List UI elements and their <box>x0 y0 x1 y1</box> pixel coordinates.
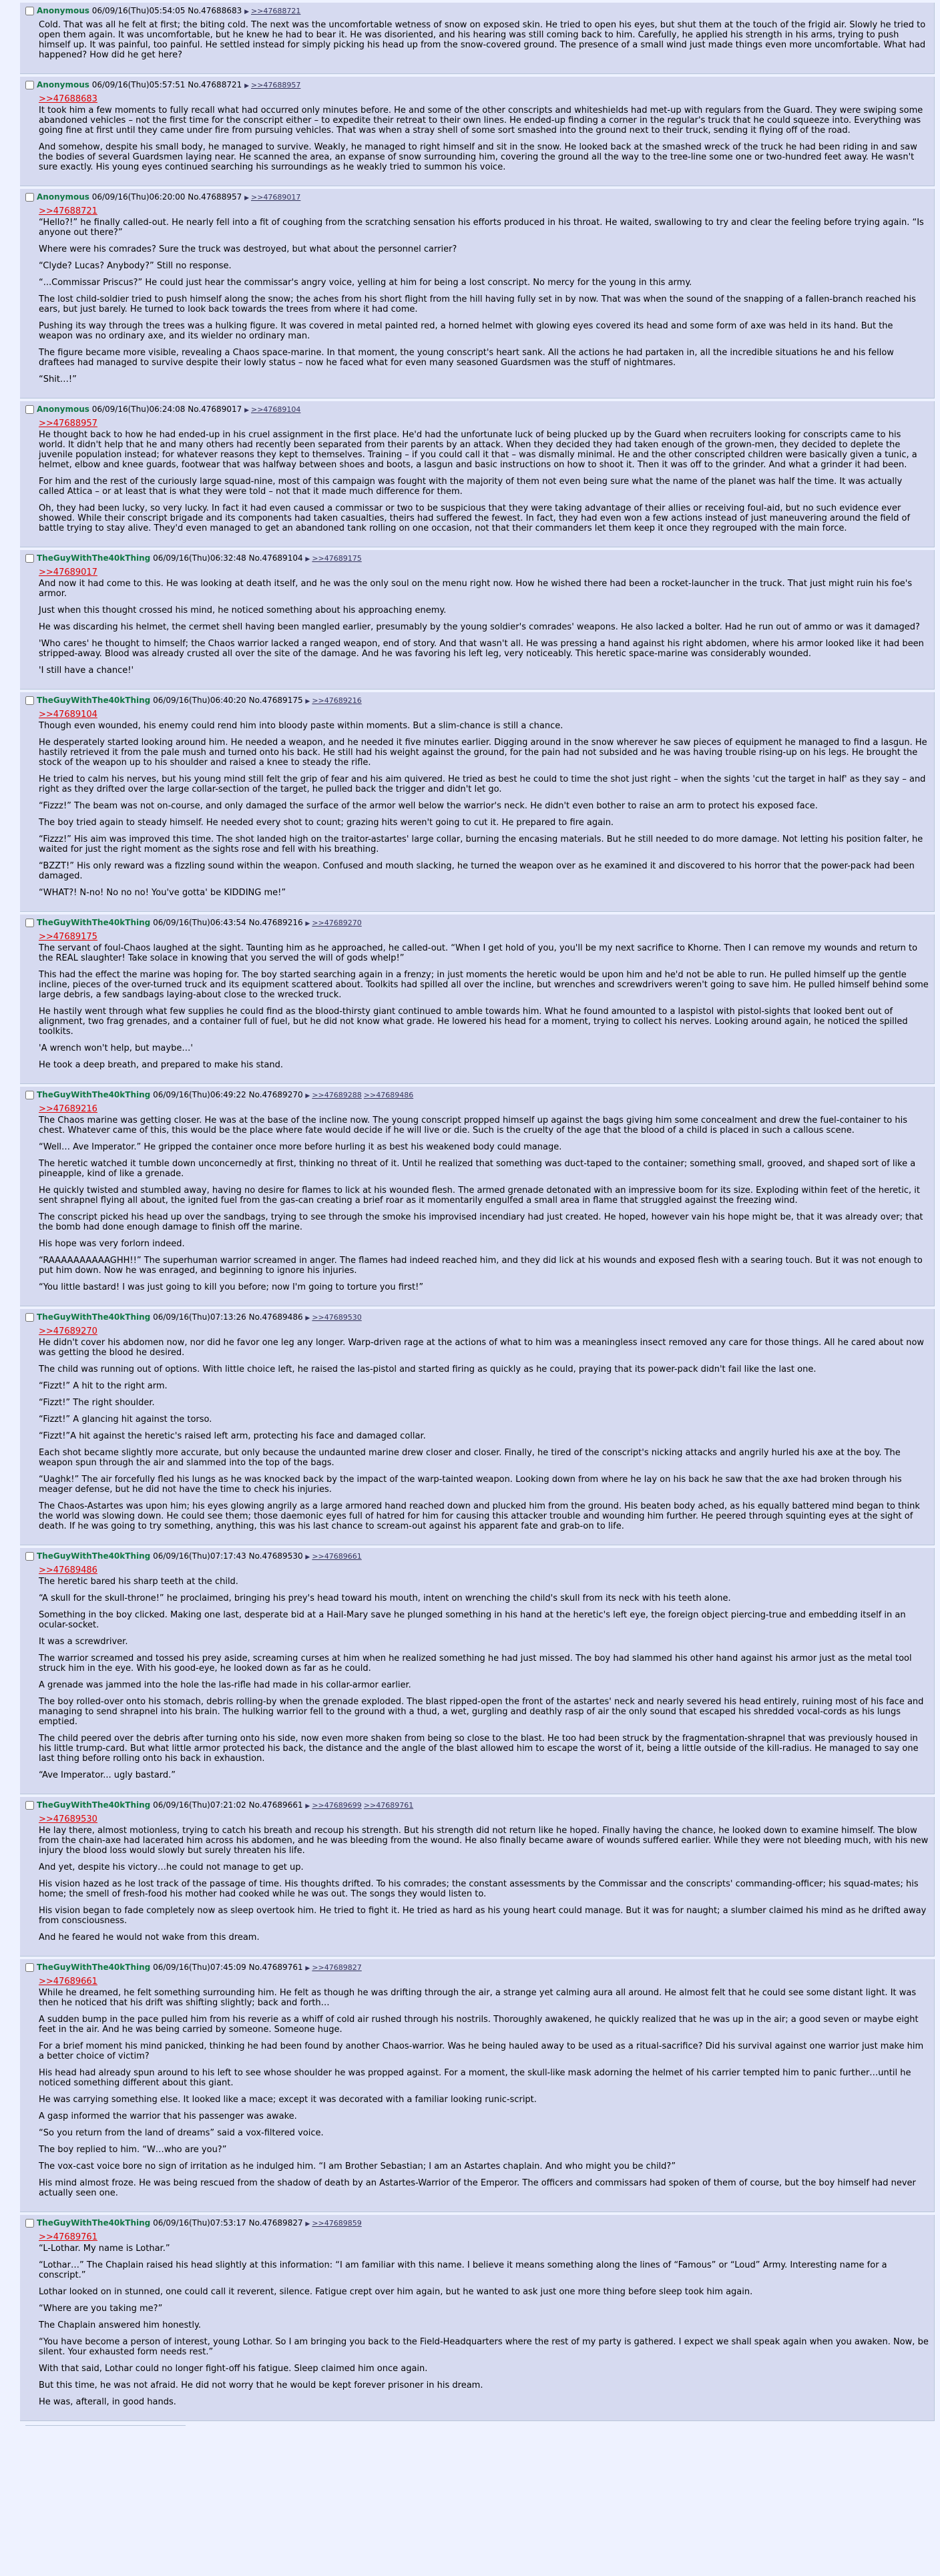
post-paragraph: But this time, he was not afraid. He did not worry that he would be kept forever prisoner in his dream. <box>39 2380 483 2390</box>
post-paragraph: He was, afterall, in good hands. <box>39 2397 176 2407</box>
post-date: 06/09/16(Thu)07:45:09 <box>153 1963 246 1972</box>
post-body <box>39 206 929 384</box>
poster-name: Anonymous <box>37 192 89 202</box>
post-paragraph: The Chaos-Astartes was upon him; his eyes glowing angrily as a large armored hand reached down and plucked him from the ground. His beaten body ached, as his equally battered mind began to think the world was slowing down. He could see them; those daemonic eyes full of hatred for him for causing this attacker trouble and wounding him further. He peered through squinting eyes at the sight of death. If he was going to try something, anything, this was his last chance to scream-out against his apparent fate and grab-on to life. <box>39 1501 920 1531</box>
post-number[interactable]: No.47688957 <box>188 192 242 202</box>
reply-post <box>20 692 935 912</box>
post-paragraph: For a brief moment his mind panicked, thinking he had been found by another Chaos-warrior. Was he being hauled away to be used as a ritual-sacrifice? Did his survival against one warrior just make him a better choice of victim? <box>39 2041 924 2061</box>
post-info <box>25 2218 929 2230</box>
post-menu-icon[interactable]: ▶ <box>305 921 310 927</box>
poster-name: TheGuyWithThe40kThing <box>37 1800 151 1810</box>
post-date: 06/09/16(Thu)06:20:00 <box>91 192 186 202</box>
post-info <box>25 1089 929 1101</box>
backlink[interactable]: >>47689288 <box>312 1091 362 1099</box>
backlink[interactable]: >>47689661 <box>312 1552 362 1561</box>
quote-link[interactable]: >>47689216 <box>39 1104 97 1114</box>
post-paragraph: The warrior screamed and tossed his prey aside, screaming curses at him when he realized something he had just missed. The boy had slammed his other hand against his armor just as the metal tool struck him in the eye. With his good-eye, he looked down as far as he could. <box>39 1653 912 1673</box>
post-info <box>25 917 929 929</box>
backlink[interactable]: >>47689017 <box>250 193 301 202</box>
poster-name: TheGuyWithThe40kThing <box>37 1551 151 1561</box>
post-number[interactable]: No.47688721 <box>188 80 242 89</box>
post-paragraph: With that said, Lothar could no longer fight-off his fatigue. Sleep claimed him once again. <box>39 2364 428 2374</box>
post-paragraph: “BZZT!” His only reward was a fizzling sound within the weapon. Confused and mouth slacking, he turned the weapon over as he examined it and discovered to his horror that the power-pack had been damaged. <box>39 861 915 881</box>
post-paragraph: The Chaplain answered him honestly. <box>39 2320 201 2330</box>
post-paragraph: And he feared he would not wake from this dream. <box>39 1933 260 1943</box>
post-info <box>25 553 929 565</box>
backlink[interactable]: >>47689486 <box>363 1091 414 1099</box>
post-date: 06/09/16(Thu)06:40:20 <box>153 696 246 705</box>
post-menu-icon[interactable]: ▶ <box>305 1315 310 1322</box>
backlinks <box>310 1800 413 1810</box>
post-body <box>39 20 929 60</box>
post-paragraph: “WHAT?! N-no! No no no! You've gotta' be KIDDING me!” <box>39 888 286 898</box>
post-paragraph: Lothar looked on in stunned, one could call it reverent, silence. Fatigue crept over him again, but he wanted to ask just one more thing before sleep took him again. <box>39 2287 753 2297</box>
post-info <box>25 1551 929 1563</box>
reply-post <box>20 189 935 399</box>
backlinks <box>249 6 300 15</box>
post-paragraph: “Fizzz!” The beam was not on-course, and only damaged the surface of the armor well below the warrior's neck. He didn't even bother to raise an arm to protect his exposed face. <box>39 801 818 811</box>
post-paragraph: The lost child-soldier tried to push himself along the snow; the aches from his short flight from the hill having fully set in by now. That was when the sound of the snapping of a fallen-branch reached his ears, but just barely. He turned to look back towards the trees from where it had come. <box>39 294 916 314</box>
post-info <box>25 1800 929 1812</box>
post-date: 06/09/16(Thu)06:43:54 <box>153 918 246 927</box>
post-number[interactable]: No.47689486 <box>248 1312 303 1322</box>
post-body <box>39 710 929 898</box>
backlink[interactable]: >>47689827 <box>312 1963 362 1972</box>
post-paragraph: He hastily went through what few supplies he could find as the blood-thirsty giant continued to amble towards him. What he found amounted to a laspistol with pistol-sights that looked bent out of alignment, two frag grenades, and a container full of fuel, but he did not know what grade. He lowered his head for a moment, trying to collect his nerves. Looking around again, he noticed the spilled toolkits. <box>39 1007 908 1037</box>
post-number[interactable]: No.47689104 <box>248 553 303 563</box>
post-select-checkbox[interactable] <box>25 7 34 15</box>
quote-link[interactable]: >>47689661 <box>39 1977 97 1987</box>
post-date: 06/09/16(Thu)05:54:05 <box>91 6 186 15</box>
post-paragraph: He didn't cover his abdomen now, nor did he favor one leg any longer. Warp-driven rage at the actions of what to him was a meaningless insect removed any care for those things. All he cared about now was getting the blood he desired. <box>39 1338 925 1358</box>
post-paragraph: “Ave Imperator... ugly bastard.” <box>39 1770 176 1780</box>
post-paragraph: “Fizzt!” The right shoulder. <box>39 1398 155 1408</box>
backlink[interactable]: >>47689216 <box>312 696 362 705</box>
backlink[interactable]: >>47689270 <box>312 919 362 927</box>
post-select-checkbox[interactable] <box>25 1552 34 1561</box>
post-date: 06/09/16(Thu)07:17:43 <box>153 1551 246 1561</box>
poster-name: Anonymous <box>37 6 89 15</box>
backlink[interactable]: >>47689761 <box>363 1801 414 1810</box>
post-date: 06/09/16(Thu)07:53:17 <box>153 2218 246 2228</box>
post-paragraph: He quickly twisted and stumbled away, having no desire for flames to lick at his wounded flesh. The armed grenade detonated with an impressive boom for its size. Exploding within feet of the heretic, it sent shrapnel flying all about, the ignited fuel from the gas-can creating a brief roar as it momentarily engulfed a small area in flame that struggled against the freezing wind. <box>39 1186 921 1206</box>
post-menu-icon[interactable]: ▶ <box>305 1554 310 1561</box>
post-paragraph: He was discarding his helmet, the cermet shell having been mangled earlier, presumably by the young soldier's comrades' weapons. He also lacked a bolter. Had he run out of ammo or was it damaged? <box>39 622 920 632</box>
post-body <box>39 94 929 172</box>
post-paragraph: “Uaghk!” The air forcefully fled his lungs as he was knocked back by the impact of the warp-tainted weapon. Looking down from where he lay on his back he saw that the axe had broken through his meager defense, but he did not have the time to check his injuries. <box>39 1475 902 1495</box>
post-select-checkbox[interactable] <box>25 2219 34 2228</box>
post-body <box>39 2232 929 2407</box>
poster-name: TheGuyWithThe40kThing <box>37 918 151 927</box>
post-info <box>25 192 929 204</box>
poster-name: TheGuyWithThe40kThing <box>37 696 151 705</box>
post-body <box>39 1104 929 1292</box>
post-paragraph: “L-Lothar. My name is Lothar.” <box>39 2244 170 2254</box>
post-paragraph: “Where are you taking me?” <box>39 2304 163 2314</box>
backlinks <box>310 1312 361 1322</box>
post-menu-icon[interactable]: ▶ <box>305 556 310 563</box>
quote-link[interactable]: >>47689104 <box>39 710 97 720</box>
post-paragraph: “Fizzz!” His aim was improved this time. The shot landed high on the traitor-astartes' large collar, burning the encasing materials. But he still needed to do more damage. Not letting his position falter, he waited for just the right moment as the sights rose and fell with his breathing. <box>39 834 923 854</box>
post-paragraph: A gasp informed the warrior that his passenger was awake. <box>39 2111 297 2121</box>
post-paragraph: 'A wrench won't help, but maybe…' <box>39 1043 193 1053</box>
post-select-checkbox[interactable] <box>25 919 34 927</box>
backlink[interactable]: >>47689530 <box>312 1313 362 1322</box>
post-paragraph: “A skull for the skull-throne!” he proclaimed, bringing his prey's head toward his mouth, intent on wrenching the child's skull from its neck with his teeth alone. <box>39 1593 731 1603</box>
backlink[interactable]: >>47688957 <box>250 81 301 89</box>
post-paragraph: The heretic bared his sharp teeth at the child. <box>39 1577 238 1587</box>
reply-post <box>20 401 935 547</box>
post-select-checkbox[interactable] <box>25 1801 34 1810</box>
quote-link[interactable]: >>47689017 <box>39 567 97 577</box>
reply-post <box>20 77 935 186</box>
post-paragraph: He tried to calm his nerves, but his young mind still felt the grip of fear and his aim quivered. He tried as best he could to time the shot just right – when the sights 'cut the target in half' as they say – and right as they drifted over the large collar-section of the target, he pulled back the trigger and didn't let go. <box>39 774 926 794</box>
post-paragraph: The figure became more visible, revealing a Chaos space-marine. In that moment, the young conscript's heart sank. All the actions he had partaken in, all the incredible situations he and his fellow draftees had managed to survive despite their lowly status – now he faced what for even many seasoned Guardsmen was the stuff of nightmares. <box>39 348 894 368</box>
post-date: 06/09/16(Thu)06:49:22 <box>153 1090 246 1099</box>
poster-name: Anonymous <box>37 80 89 89</box>
post-paragraph: “Hello?!” he finally called-out. He nearly fell into a fit of coughing from the scratching sensation his efforts produced in his throat. He waited, swallowing to try and clear the feeling before trying again. “Is anyone out there?” <box>39 218 924 238</box>
divider <box>25 2425 186 2426</box>
post-paragraph: His vision hazed as he lost track of the passage of time. His thoughts drifted. To his comrades; the constant assessments by the Commissar and the conscripts' commanding-officer; his squad-mates; his home; the smell of fresh-food his mother had cooked while he was out. The songs they would listen to. <box>39 1879 919 1899</box>
post-menu-icon[interactable]: ▶ <box>305 698 310 705</box>
post-body <box>39 932 929 1070</box>
post-paragraph: Just when this thought crossed his mind, he noticed something about his approaching enemy. <box>39 605 447 615</box>
post-select-checkbox[interactable] <box>25 696 34 705</box>
post-paragraph: He took a deep breath, and prepared to make his stand. <box>39 1060 283 1070</box>
post-date: 06/09/16(Thu)07:21:02 <box>153 1800 246 1810</box>
post-paragraph: Something in the boy clicked. Making one last, desperate bid at a Hail-Mary save he plunged something in his hand at the heretic's left eye, the foreign object piercing-true and embedding itself in an ocular-socket. <box>39 1610 906 1630</box>
post-paragraph: He thought back to how he had ended-up in his cruel assignment in the first place. He'd had the unfortunate luck of being plucked up by the Guard when recruiters looking for conscripts came to his world. It didn't help that he and many others had recently been separated from their parents by an attack. When they decided they had taken enough of the grown-men, they decided to deplete the juvenile population instead; for whatever reasons they kept to themselves. Training – if you could call it that – was dismally minimal. He and the other conscripted children were basically given a tunic, a helmet, elbow and knee guards, footwear that was halfway between shoes and boots, a lasgun and basic instructions on how to shoot it. Then it was off to the grinder. And what a grinder it had been. <box>39 430 917 470</box>
post-menu-icon[interactable]: ▶ <box>244 195 249 202</box>
post-paragraph: “So you return from the land of dreams” said a vox-filtered voice. <box>39 2128 324 2138</box>
post-select-checkbox[interactable] <box>25 81 34 89</box>
quote-link[interactable]: >>47689530 <box>39 1814 97 1824</box>
post-menu-icon[interactable]: ▶ <box>244 9 249 15</box>
backlink[interactable]: >>47688721 <box>250 7 301 15</box>
post-paragraph: For him and the rest of the curiously large squad-nine, most of this campaign was fought with the majority of them not even being sure what the name of the planet was half the time. It was actually called Attica – or at least that is what they were told – not that it made much difference for them. <box>39 477 903 497</box>
post-paragraph: 'Who cares' he thought to himself; the Chaos warrior lacked a ranged weapon, end of story. And that wasn't all. He was pressing a hand against his right abdomen, where his armor looked like it had been stripped-away. Blood was already crusted all over the site of the damage. And he was favoring his left leg, very noticeably. This heretic space-marine was considerably wounded. <box>39 639 924 659</box>
post-paragraph: He lay there, almost motionless, trying to catch his breath and recoup his strength. But his strength did not return like he hoped. Finally having the chance, he looked down to examine himself. The blow from the chain-axe had lacerated him across his abdomen, and he was bleeding from the wound. He also finally became aware of wounds suffered earlier. While they were not bleeding much, with his new injury the blood loss would slowly but surely threaten his life. <box>39 1826 929 1856</box>
post-paragraph: His hope was very forlorn indeed. <box>39 1239 185 1249</box>
post-number[interactable]: No.47689661 <box>248 1800 303 1810</box>
post-paragraph: This had the effect the marine was hoping for. The boy started searching again in a frenzy; in just moments the heretic would be upon him and he'd not be able to run. He pulled himself up the gentle incline, pieces of the over-turned truck and its equipment scattered about. Toolkits had spilled all over the incline, but wrenches and screwdrivers weren't going to save him. He pulled himself behind some large debris, a few sandbags laying-about close to the wrecked truck. <box>39 970 929 1000</box>
post-info <box>25 5 929 17</box>
post-paragraph: The boy rolled-over onto his stomach, debris rolling-by when the grenade exploded. The blast ripped-open the front of the astartes' neck and nearly severed his head entirely, ruining most of his face and managing to send shrapnel into his brain. The hulking warrior fell to the ground with a thud, a wet, gurgling and deathly rasp of air the only sound that escaped his shredded vocal-cords as his lungs emptied. <box>39 1697 924 1727</box>
post-paragraph: The Chaos marine was getting closer. He was at the base of the incline now. The young conscript propped himself up against the bags giving him some concealment and drew the fuel-container to his chest. Whatever came of this, this would be the place where fate would decide if he will live or die. Such is the cruelty of the age that the blood of a child is placed in such a callous scene. <box>39 1115 908 1135</box>
poster-name: TheGuyWithThe40kThing <box>37 2218 151 2228</box>
post-menu-icon[interactable]: ▶ <box>305 1093 310 1099</box>
post-body <box>39 1814 929 1943</box>
poster-name: TheGuyWithThe40kThing <box>37 553 151 563</box>
post-menu-icon[interactable]: ▶ <box>244 407 249 414</box>
post-menu-icon[interactable]: ▶ <box>305 1803 310 1810</box>
post-number[interactable]: No.47689530 <box>248 1551 303 1561</box>
post-paragraph: Oh, they had been lucky, so very lucky. In fact it had even caused a commissar or two to be suspicious that they were taking advantage of their allies or receiving foul-aid, but no such evidence ever showed. While their conscript brigade and its components had taken casualties, theirs had suffered the fewest. In fact, they had even won a few actions instead of just maneuvering around the field of battle trying to stay alive. They'd even managed to get an abandoned tank rolling on one occasion, not that their commanders let them keep it once they regrouped with the main force. <box>39 503 911 533</box>
post-menu-icon[interactable]: ▶ <box>244 83 249 89</box>
backlinks <box>310 1963 361 1972</box>
post-paragraph: The boy replied to him. “W…who are you?” <box>39 2145 227 2155</box>
post-date: 06/09/16(Thu)05:57:51 <box>91 80 186 89</box>
post-paragraph: 'I still have a chance!' <box>39 666 134 676</box>
post-paragraph: “...Commissar Priscus?” He could just hear the commissar's angry voice, yelling at him for being a lost conscript. No mercy for the young in this army. <box>39 278 692 288</box>
poster-name: TheGuyWithThe40kThing <box>37 1312 151 1322</box>
post-info <box>25 404 929 416</box>
backlink[interactable]: >>47689104 <box>250 405 301 414</box>
post-select-checkbox[interactable] <box>25 554 34 563</box>
post-number[interactable]: No.47689270 <box>248 1090 303 1099</box>
post-paragraph: And yet, despite his victory…he could not manage to get up. <box>39 1862 304 1872</box>
poster-name: TheGuyWithThe40kThing <box>37 1090 151 1099</box>
backlink[interactable]: >>47689699 <box>312 1801 362 1810</box>
backlinks <box>310 1090 413 1099</box>
post-paragraph: The servant of foul-Chaos laughed at the sight. Taunting him as he approached, he called-out. “When I get hold of you, you'll be my next sacrifice to Khorne. Then I can remove my wounds and return to the REAL slaughter! Take solace in knowing that you served the will of gods whelp!” <box>39 943 918 963</box>
post-paragraph: Where were his comrades? Sure the truck was destroyed, but what about the personnel carrier? <box>39 244 457 254</box>
post-select-checkbox[interactable] <box>25 405 34 414</box>
reply-post <box>20 1548 935 1794</box>
post-info <box>25 1962 929 1974</box>
post-body <box>39 1977 929 2198</box>
post-paragraph: “Shit…!” <box>39 374 77 384</box>
post-paragraph: The child peered over the debris after turning onto his side, now even more shaken from being so close to the blast. He too had been struck by the fragmentation-shrapnel that was previously housed in his little trump-card. But what little armor protected his back, the distance and the angle of the blast allowed him to escape the worst of it, being a little outside of the kill-radius. He managed to say one last thing before rolling onto his back in exhaustion. <box>39 1734 919 1764</box>
post-paragraph: It took him a few moments to fully recall what had occurred only minutes before. He and some of the other conscripts and whiteshields had met-up with regulars from the Guard. They were swiping some abandoned vehicles – not the first time for the conscript either – to expedite their retreat to their own lines. He ended-up finding a corner in the regular's truck that he could squeeze into. Everything was going fine at first until they came under fire from pursuing vehicles. That was when a stray shell of some sort smashed into the ground next to their truck, sending it flying off of the road. <box>39 105 923 136</box>
post-info <box>25 1312 929 1324</box>
post-paragraph: He was carrying something else. It looked like a mace; except it was decorated with a familiar looking runic-script. <box>39 2095 537 2105</box>
reply-post <box>20 2215 935 2421</box>
post-paragraph: And now it had come to this. He was looking at death itself, and he was the only soul on the menu right now. How he wished there had been a rocket-launcher in the truck. That just might ruin his foe's armor. <box>39 579 913 599</box>
reply-post <box>20 1309 935 1545</box>
post-paragraph: He desperately started looking around him. He needed a weapon, and he needed it five minutes earlier. Digging around in the snow wherever he saw pieces of equipment he managed to find a lasgun. He hastily retrieved it from the pale mush and turned onto his back. He still had his weight against the ground, for the pain had not subsided and he was having trouble rising-up on his legs. He brought the stock of the weapon up to his shoulder and raised a knee to steady the rifle. <box>39 738 927 768</box>
post-paragraph: It was a screwdriver. <box>39 1637 128 1647</box>
backlinks <box>310 2218 361 2228</box>
post-paragraph: His vision began to fade completely now as sleep overtook him. He tried to fight it. He tried as hard as his young heart could manage. But it was for naught; a slumber claimed his mind as he drifted away from consciousness. <box>39 1906 927 1926</box>
backlinks <box>310 918 361 927</box>
post-paragraph: “Fizzt!” A hit to the right arm. <box>39 1381 168 1391</box>
post-paragraph: “You have become a person of interest, young Lothar. So I am bringing you back to the Field-Headquarters where the rest of my party is gathered. I expect we shall speak again when you awaken. Now, be silent. Your exhausted form needs rest.” <box>39 2337 929 2357</box>
poster-name: TheGuyWithThe40kThing <box>37 1963 151 1972</box>
post-number[interactable]: No.47689827 <box>248 2218 303 2228</box>
post-number[interactable]: No.47689761 <box>248 1963 303 1972</box>
post-paragraph: Cold. That was all he felt at first; the biting cold. The next was the uncomfortable wetness of snow on exposed skin. He tried to open his eyes, but shut them at the touch of the frigid air. Slowly he tried to open them again. It was uncomfortable, but he knew he had to bear it. He was disoriented, and his hearing was still coming back to him. Carefully, he applied his strength in his arms, trying to push himself up. It was painful, too painful. He settled instead for simply picking his head up from the snow-covered ground. The presence of a small wind just made things even more uncomfortable. What had happened? How did he get here? <box>39 20 926 60</box>
backlinks <box>310 553 361 563</box>
post-paragraph: The heretic watched it tumble down unconcernedly at first, thinking no threat of it. Until he realized that something was duct-taped to the container; something small, grooved, and shaped sort of like a pineapple, kind of like a grenade. <box>39 1159 916 1179</box>
post-paragraph: Though even wounded, his enemy could rend him into bloody paste within moments. But a slim-chance is still a chance. <box>39 721 563 731</box>
backlinks <box>249 80 300 89</box>
backlink[interactable]: >>47689859 <box>312 2219 362 2228</box>
post-paragraph: The boy tried again to steady himself. He needed every shot to count; grazing hits weren't going to cut it. He prepared to fire again. <box>39 818 614 828</box>
post-select-checkbox[interactable] <box>25 1091 34 1099</box>
post-select-checkbox[interactable] <box>25 1963 34 1972</box>
post-paragraph: Pushing its way through the trees was a hulking figure. It was covered in metal painted red, a horned helmet with glowing eyes covered its head and some form of axe was held in its hand. But the weapon was no ordinary axe, and its wielder no ordinary man. <box>39 321 893 341</box>
post-paragraph: The conscript picked his head up over the sandbags, trying to see through the smoke his improvised incendiary had just created. He hoped, however vain his hope might be, that it was already over; that the bomb had done enough damage to finish off the marine. <box>39 1212 923 1232</box>
reply-post <box>20 915 935 1084</box>
post-select-checkbox[interactable] <box>25 193 34 202</box>
quote-link[interactable]: >>47689270 <box>39 1326 97 1336</box>
quote-link[interactable]: >>47689761 <box>39 2232 97 2242</box>
backlinks <box>249 192 300 202</box>
post-paragraph: His mind almost froze. He was being rescued from the shadow of death by an Astartes-Warrior of the Emperor. The officers and commissars had spoken of them of course, but the boy himself had never actually seen one. <box>39 2178 916 2198</box>
post-body <box>39 567 929 676</box>
post-paragraph: The vox-cast voice bore no sign of irritation as he indulged him. “I am Brother Sebastian; I am an Astartes chaplain. And who might you be child?” <box>39 2161 676 2171</box>
post-paragraph: While he dreamed, he felt something surrounding him. He felt as though he was drifting through the air, a strange yet calming aura all around. He almost felt that he could see some distant light. It was then he noticed that his drift was shifting slightly; back and forth… <box>39 1988 917 2008</box>
post-paragraph: “Fizzt!”A hit against the heretic's raised left arm, protecting his face and damaged collar. <box>39 1431 426 1441</box>
quote-link[interactable]: >>47688683 <box>39 94 97 104</box>
reply-post <box>20 1797 935 1957</box>
post-menu-icon[interactable]: ▶ <box>305 2221 310 2228</box>
backlinks <box>249 405 300 414</box>
backlinks <box>310 696 361 705</box>
quote-link[interactable]: >>47689486 <box>39 1565 97 1575</box>
post-paragraph: The child was running out of options. With little choice left, he raised the las-pistol and started firing as quickly as he could, praying that its power-pack didn't fail like the last one. <box>39 1364 816 1374</box>
post-body <box>39 419 929 533</box>
post-number[interactable]: No.47689175 <box>248 696 303 705</box>
post-number[interactable]: No.47689216 <box>248 918 303 927</box>
post-menu-icon[interactable]: ▶ <box>305 1965 310 1972</box>
post-paragraph: “Well… Ave Imperator.” He gripped the container once more before hurling it as best his weakened body could manage. <box>39 1142 562 1152</box>
post-paragraph: A sudden bump in the pace pulled him from his reverie as a whiff of cold air rushed through his nostrils. Thoroughly awakened, he quickly realized that he was up in the air; a good seven or maybe eight feet in the air. And he was being carried by someone. Someone huge. <box>39 2015 919 2035</box>
post-paragraph: “Clyde? Lucas? Anybody?” Still no response. <box>39 261 232 271</box>
post-info <box>25 79 929 91</box>
reply-post <box>20 550 935 690</box>
quote-link[interactable]: >>47688957 <box>39 419 97 429</box>
post-paragraph: “You little bastard! I was just going to kill you before; now I'm going to torture you first!” <box>39 1282 424 1292</box>
post-select-checkbox[interactable] <box>25 1313 34 1322</box>
post-paragraph: His head had already spun around to his left to see whose shoulder he was propped against. For a moment, the skull-like mask adorning the helmet of his carrier tempted him to panic further…until he noticed something different about this giant. <box>39 2068 911 2088</box>
reply-post <box>20 1959 935 2212</box>
post-date: 06/09/16(Thu)07:13:26 <box>153 1312 246 1322</box>
backlinks <box>310 1551 361 1561</box>
quote-link[interactable]: >>47688721 <box>39 206 97 216</box>
reply-post <box>20 1087 935 1306</box>
post-paragraph: A grenade was jammed into the hole the las-rifle had made in his collar-armor earlier. <box>39 1680 411 1690</box>
post-body <box>39 1326 929 1531</box>
post-info <box>25 695 929 707</box>
post-body <box>39 1565 929 1780</box>
poster-name: Anonymous <box>37 405 89 414</box>
post-number[interactable]: No.47689017 <box>188 405 242 414</box>
post-number[interactable]: No.47688683 <box>188 6 242 15</box>
post-paragraph: “Lothar…” The Chaplain raised his head slightly at this information: “I am familiar with this name. I believe it means something along the lines of “Famous” or “Loud” Army. Interesting name for a conscript.” <box>39 2260 887 2280</box>
post-paragraph: And somehow, despite his small body, he managed to survive. Weakly, he managed to right himself and sit in the snow. He looked back at the smashed wreck of the truck he had been riding in and saw the bodies of several Guardsmen laying near. He scanned the area, an expanse of snow surrounding him, covering the ground all the way to the tree-line some one or two-hundred feet away. He wasn't sure exactly. His young eyes continued searching his surroundings as he weakly tried to summon his voice. <box>39 142 917 172</box>
backlink[interactable]: >>47689175 <box>312 554 362 563</box>
post-paragraph: “RAAAAAAAAAAGHH!!” The superhuman warrior screamed in anger. The flames had indeed reached him, and they did lick at his wounds and exposed flesh with a searing touch. But it was not enough to put him down. Now he was enraged, and beginning to ignore his injuries. <box>39 1256 923 1276</box>
post-paragraph: “Fizzt!” A glancing hit against the torso. <box>39 1414 212 1425</box>
post-paragraph: Each shot became slightly more accurate, but only because the undaunted marine drew closer and closer. Finally, he tired of the conscript's nicking attacks and angrily hurled his axe at the boy. The weapon spun through the air and slammed into the top of the bags. <box>39 1448 901 1468</box>
post-date: 06/09/16(Thu)06:32:48 <box>153 553 246 563</box>
post-date: 06/09/16(Thu)06:24:08 <box>91 405 186 414</box>
quote-link[interactable]: >>47689175 <box>39 932 97 942</box>
reply-post <box>20 3 935 74</box>
